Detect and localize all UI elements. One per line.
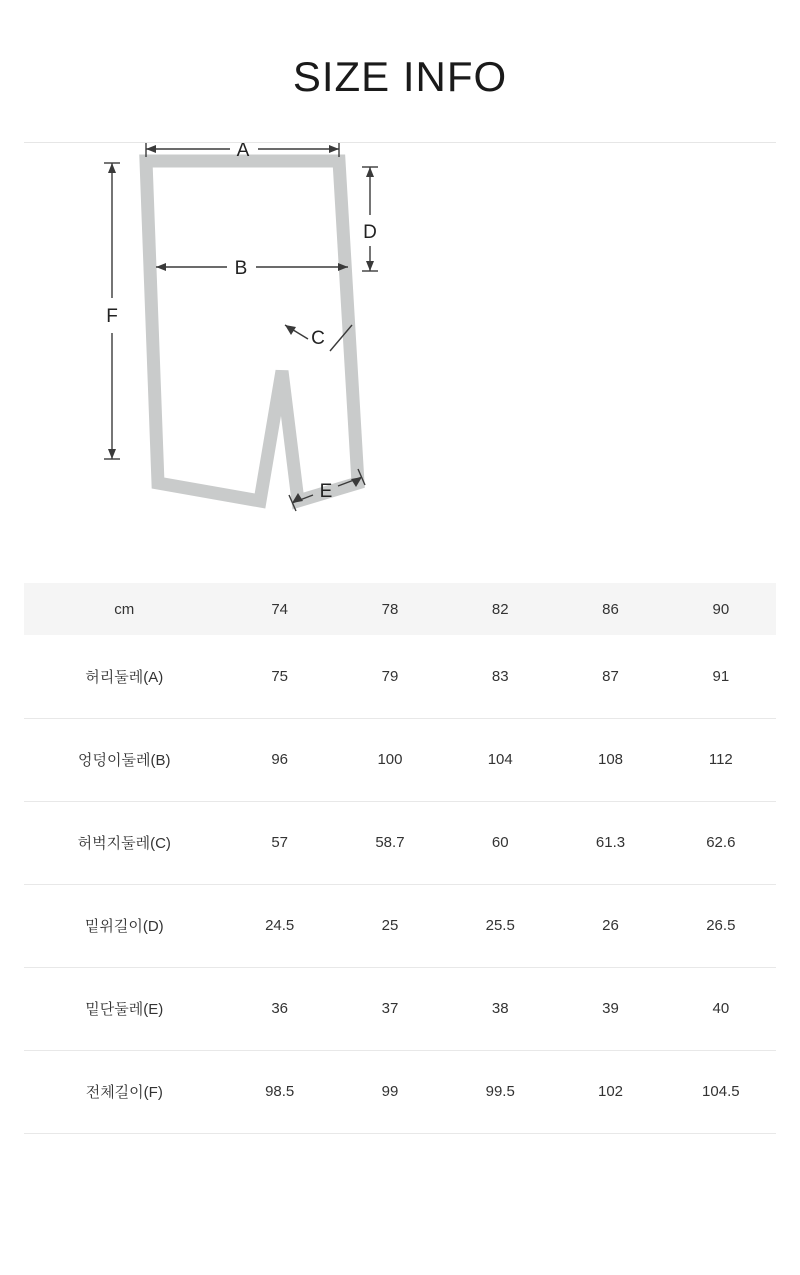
row-label-c: 허벅지둘레(C) <box>77 835 171 853</box>
table-row <box>24 884 776 967</box>
table-header-row <box>24 583 776 635</box>
cell-e-78: 37 <box>381 1000 399 1018</box>
table-row <box>24 801 776 884</box>
cell-a-74: 75 <box>271 668 289 686</box>
row-label-d: 밑위길이(D) <box>84 918 164 936</box>
row-label-a: 허리둘레(A) <box>85 669 164 687</box>
size-header-3: 86 <box>602 600 619 618</box>
pants-outline-icon <box>146 161 358 501</box>
cell-a-90: 91 <box>712 668 730 686</box>
unit-header: cm <box>114 600 135 618</box>
cell-c-74: 57 <box>271 834 289 852</box>
page-title: SIZE INFO <box>292 53 508 100</box>
cell-b-74: 96 <box>271 751 289 769</box>
table-row <box>24 635 776 718</box>
cell-a-86: 87 <box>602 668 619 686</box>
cell-d-74: 24.5 <box>265 917 295 935</box>
cell-b-82: 104 <box>487 751 513 769</box>
size-table-wrap <box>24 583 776 1134</box>
size-header-2: 82 <box>491 600 509 618</box>
diagram-svg <box>100 143 700 573</box>
dimension-f-group <box>104 163 120 459</box>
cell-b-78: 100 <box>377 751 403 769</box>
cell-f-82: 99.5 <box>485 1083 515 1101</box>
dimension-f-label: F <box>106 306 118 328</box>
size-header-0: 74 <box>271 600 289 618</box>
cell-b-90: 112 <box>708 751 733 769</box>
size-header-1: 78 <box>381 600 399 618</box>
size-table-body <box>24 635 776 1133</box>
cell-f-78: 99 <box>381 1083 399 1101</box>
dimension-b-label: B <box>234 258 248 280</box>
cell-f-90: 104.5 <box>702 1083 740 1101</box>
size-table-head <box>24 583 776 635</box>
cell-e-90: 40 <box>712 1000 730 1018</box>
size-table <box>24 583 776 1134</box>
cell-c-90: 62.6 <box>706 834 736 852</box>
cell-f-86: 102 <box>598 1083 624 1101</box>
dimension-c-label: C <box>311 328 325 350</box>
dimension-d-group <box>362 167 378 271</box>
cell-b-86: 108 <box>598 751 624 769</box>
dimension-d-label: D <box>363 222 377 244</box>
dimension-a-label: A <box>236 143 250 162</box>
cell-d-82: 25.5 <box>485 917 515 935</box>
cell-c-86: 61.3 <box>595 834 626 852</box>
table-row <box>24 967 776 1050</box>
cell-c-82: 60 <box>491 834 509 852</box>
cell-e-82: 38 <box>491 1000 509 1018</box>
pants-measurement-diagram <box>0 143 800 583</box>
size-header-4: 90 <box>712 600 730 618</box>
cell-f-74: 98.5 <box>265 1083 295 1101</box>
cell-e-86: 39 <box>602 1000 619 1018</box>
cell-c-78: 58.7 <box>375 834 405 852</box>
cell-d-90: 26.5 <box>706 917 736 935</box>
cell-d-78: 25 <box>381 917 399 935</box>
table-row <box>24 1050 776 1133</box>
dimension-b-group <box>156 258 348 279</box>
table-row <box>24 718 776 801</box>
cell-d-86: 26 <box>602 917 619 935</box>
row-label-e: 밑단둘레(E) <box>85 1001 164 1019</box>
dimension-e-label: E <box>319 481 333 503</box>
cell-a-78: 79 <box>381 668 399 686</box>
cell-e-74: 36 <box>271 1000 289 1018</box>
row-label-f: 전체길이(F) <box>85 1084 163 1102</box>
cell-a-82: 83 <box>491 668 509 686</box>
row-label-b: 엉덩이둘레(B) <box>78 752 171 770</box>
